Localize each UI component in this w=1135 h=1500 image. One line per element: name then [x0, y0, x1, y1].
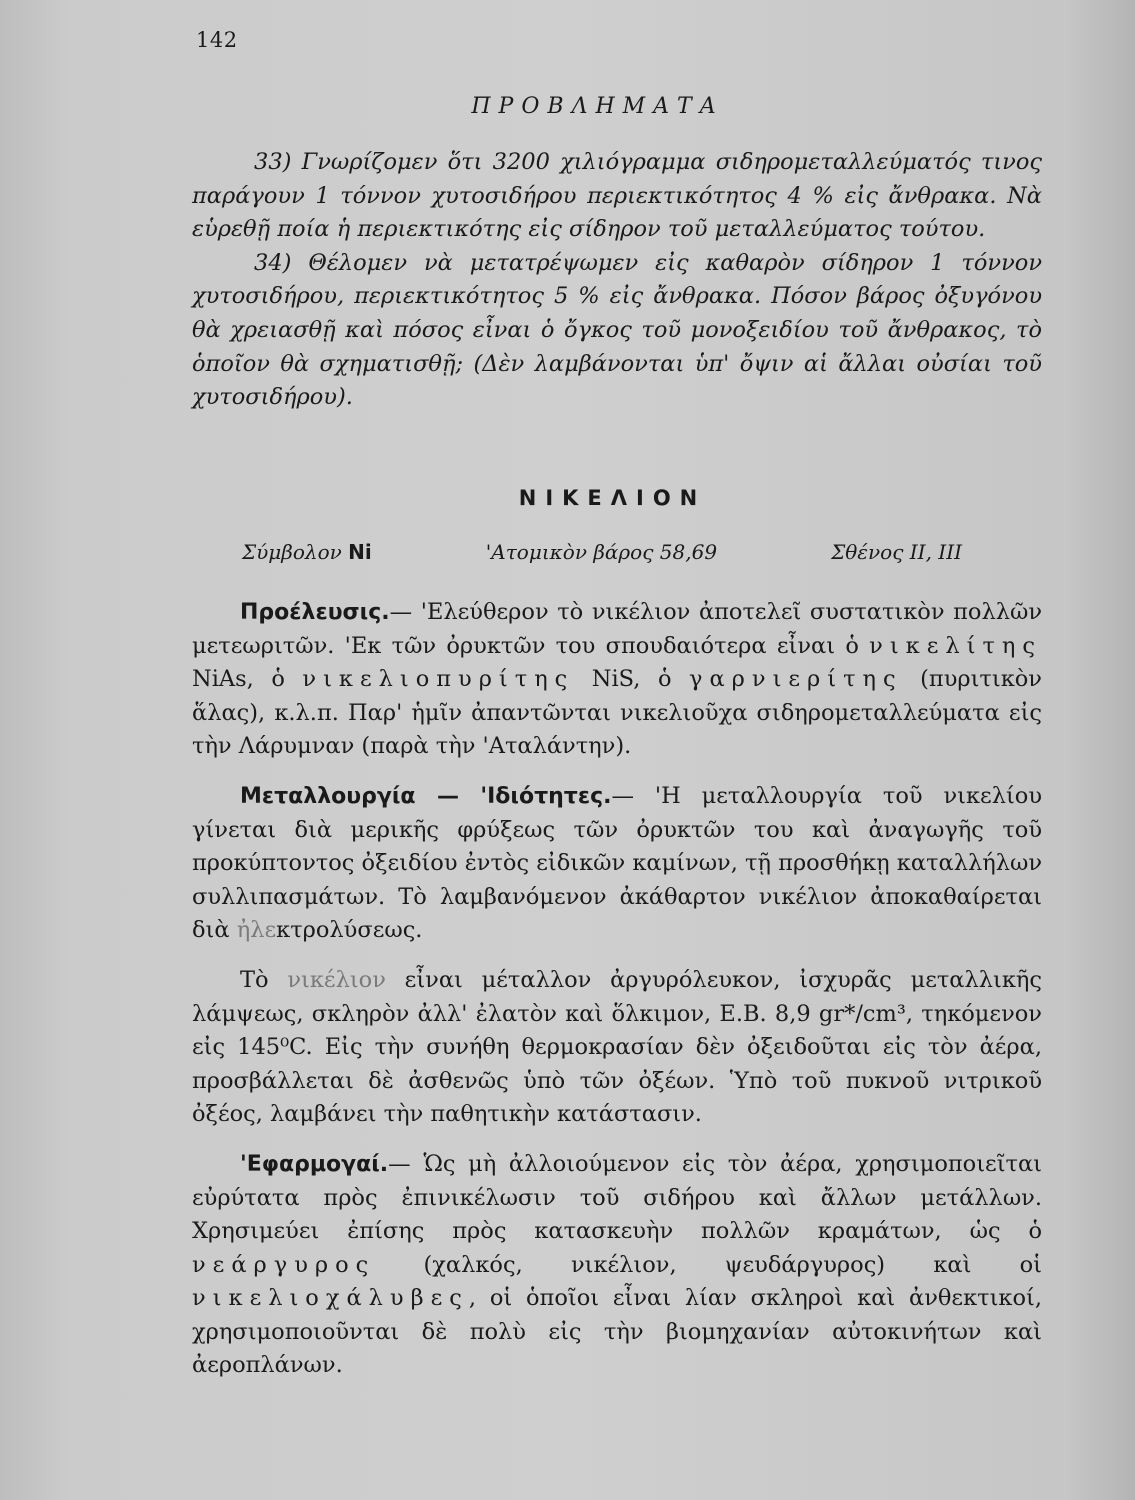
problem-34: 34) Θέλομεν νὰ μετατρέψωμεν εἰς καθαρὸν σίδηρον 1 τόννον χυτοσιδήρου, περιεκτικότητος 5 % εἰς ἄνθρακα. Πόσον βάρος ὀξυγόνου θὰ χρειασθῇ καὶ πόσος εἶναι ὁ ὄγκος τοῦ μονοξειδίου τοῦ ἄνθρακος, τὸ ὁποῖον θὰ σχηματισθῇ; (Δὲν λαμβάνονται ὑπ' ὄψιν αἱ ἄλλαι οὐσίαι τοῦ χυτοσιδήρου). — [192, 249, 1042, 411]
origin-heading: Προέλευσις. — [240, 600, 390, 625]
applications-text-1: — Ὡς μὴ ἀλλοιούμενον εἰς τὸν ἀέρα, χρησιμοποιεῖται εὐρύτατα πρὸς ἐπινικέλωσιν τοῦ σιδήρου καὶ ἄλλων μετάλλων. Χρησιμεύει ἐπίσης πρὸς κατασκευὴν πολλῶν κραμάτων, ὡς ὁ — [192, 1150, 1042, 1245]
applications-text-2: (χαλκός, νικέλιον, ψευδάργυρος) καὶ οἱ — [375, 1251, 1042, 1278]
properties-paragraph — [192, 964, 1042, 1132]
atomic-weight: 'Ατομικὸν βάρος 58,69 — [485, 540, 718, 564]
element-meta — [242, 540, 962, 564]
mineral-nickelite: νικελίτης — [869, 632, 1042, 659]
properties-text-1a: Τὸ — [240, 966, 288, 993]
applications-text-3: , οἱ ὁποῖοι εἶναι λίαν σκληροὶ καὶ ἀνθεκτικοί, χρησιμοποιοῦνται δὲ πολὺ εἰς τὴν βιομηχανίαν αὐτοκινήτων καὶ ἀεροπλάνων. — [192, 1285, 1042, 1379]
metallurgy-faded-text: ἠλε — [236, 917, 277, 944]
problems-heading: ΠΡΟΒΛΗΜΑΤΑ — [471, 94, 724, 119]
page-number: 142 — [196, 28, 238, 52]
element-symbol-group — [242, 540, 372, 564]
origin-text-1: — 'Ελεύθερον τὸ νικέλιον ἀποτελεῖ συστατικὸν πολλῶν μετεωριτῶν. 'Εκ τῶν ὀρυκτῶν του σπουδαιότερα εἶναι ὁ — [192, 599, 1042, 659]
metallurgy-text-1: — 'Η μεταλλουργία τοῦ νικελίου γίνεται διὰ μερικῆς φρύξεως τῶν ὀρυκτῶν του καὶ ἀναγωγῆς τοῦ προκύπτοντος ὀξειδίου ἐντὸς εἰδικῶν καμίνων, τῇ προσθήκῃ καταλλήλων συλλιπασμάτων. Τὸ λαμβανόμενον ἀκάθαρτον νικέλιον ἀποκαθαίρεται διὰ — [192, 782, 1042, 944]
origin-text-2: NiAs, ὁ — [192, 666, 303, 693]
element-symbol: Ni — [348, 540, 372, 564]
valence: Σθένος II, III — [831, 540, 962, 564]
element-title: ΝΙΚΕΛΙΟΝ — [518, 486, 707, 510]
metallurgy-text-2: κτρολύσεως. — [276, 917, 423, 944]
mineral-nickel-pyrite: νικελιοπυρίτης — [302, 666, 575, 693]
origin-paragraph — [192, 596, 1042, 764]
metallurgy-paragraph — [192, 780, 1042, 948]
applications-paragraph — [192, 1148, 1042, 1383]
applications-heading: 'Εφαρμογαί. — [240, 1151, 389, 1177]
metallurgy-heading: Μεταλλουργία — 'Ιδιότητες. — [240, 783, 612, 809]
origin-text-4: (πυριτικὸν ἅλας), κ.λ.π. Παρ' ἡμῖν ἀπαντῶνται νικελιοῦχα σιδηρομεταλλεύματα εἰς τὴν Λάρυμναν (παρὰ τὴν 'Αταλάντην). — [192, 666, 1042, 760]
properties-text-1b: εἶναι μέταλλον ἀργυρόλευκον, ἰσχυρᾶς μεταλλικῆς λάμψεως, σκληρὸν ἀλλ' ἐλατὸν καὶ ὅλκιμον, Ε.Β. 8,9 gr*/cm³, τηκόμενον εἰς 145⁰C. Εἰς τὴν συνήθη θερμοκρασίαν δὲν ὀξειδοῦται εἰς τὸν ἀέρα, προσβάλλεται δὲ ἀσθενῶς ὑπὸ τῶν ὀξέων. Ὑπὸ τοῦ πυκνοῦ νιτρικοῦ ὀξέος, λαμβάνει τὴν παθητικὴν κατάστασιν. — [192, 966, 1042, 1128]
alloy-german-silver: νεάργυρος — [192, 1251, 376, 1278]
symbol-label: Σύμβολον — [242, 540, 342, 564]
alloy-nickel-steel: νικελιοχάλυβες — [192, 1285, 469, 1312]
mineral-garnierite: γαρνιερίτης — [689, 666, 903, 693]
article-body — [192, 596, 1042, 1399]
properties-faded-text: νικέλιον — [287, 966, 386, 993]
problem-33: 33) Γνωρίζομεν ὅτι 3200 χιλιόγραμμα σιδηρομεταλλεύματός τινος παράγουν 1 τόννον χυτοσιδήρου περιεκτικότητος 4 % εἰς ἄνθρακα. Νὰ εὑρεθῇ ποία ἡ περιεκτικότης εἰς σίδηρον τοῦ μεταλλεύματος τούτου. — [192, 149, 1042, 243]
problems-list — [192, 146, 1042, 415]
origin-text-3: NiS, ὁ — [574, 666, 690, 693]
